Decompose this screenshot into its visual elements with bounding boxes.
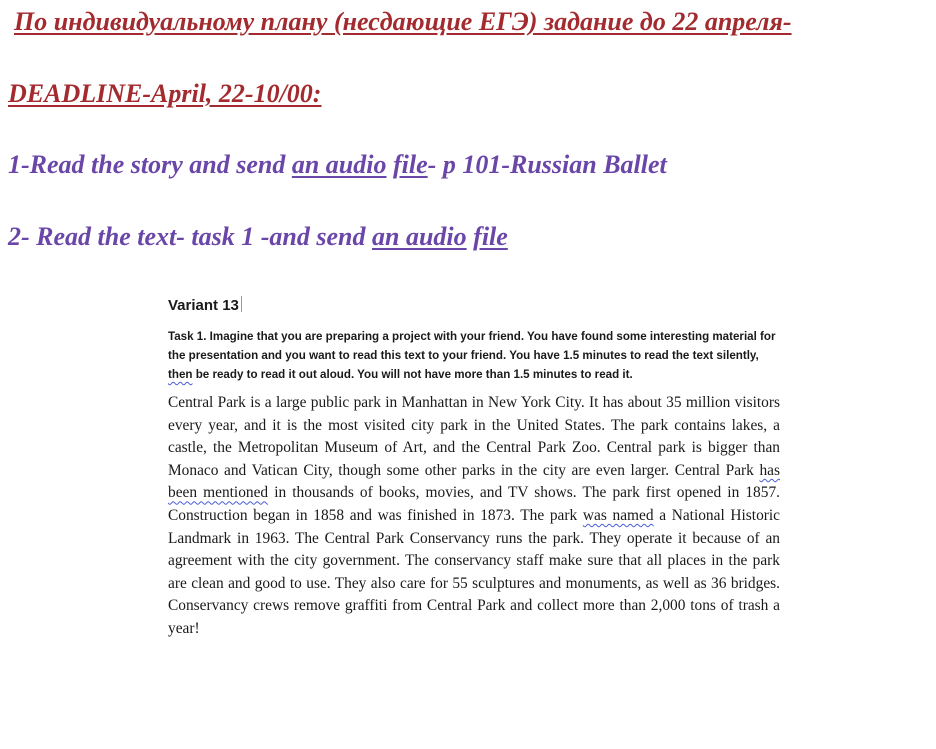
task-2-file-link[interactable]: file [473, 222, 508, 251]
reading-text-has-been-mentioned: has been mentioned [168, 461, 780, 502]
worksheet-title [168, 293, 780, 319]
header-line-task-1 [8, 149, 667, 181]
header-line-assignment: По индивидуальному плану (несдающие ЕГЭ) задание до 22 апреля- [14, 7, 792, 36]
task-instructions [168, 327, 780, 384]
task-2-text: 2- Read the text- task 1 -and send [8, 222, 372, 251]
task-text-then: then [168, 368, 193, 381]
task-text-1: Task 1. Imagine that you are preparing a project with your friend. You have found some interesting material for the presentation and you want to read this text to your friend. You have 1.5 minutes to read the text silently, [168, 330, 776, 362]
header-line-task-2 [8, 221, 508, 253]
task-1-suffix: - p 101-Russian Ballet [427, 150, 667, 179]
reading-text-1: Central Park is a large public park in Manhattan in New York City. It has about 35 million visitors every year, and it is the most visited city park in the United States. The park contains lakes, a castle, the Metropolitan Museum of Art, and the Central Park Zoo. Central park is bigger than Monaco and Vatican City, though some other parks in the city are even larger. Central Park [168, 394, 780, 479]
task-text-2: be ready to read it out aloud. You will not have more than 1.5 minutes to read it. [192, 368, 633, 381]
reading-text-3: a National Historic Landmark in 1963. The Central Park Conservancy runs the park. They operate it because of an agreement with the city government. The conservancy staff make sure that all places in the park are clean and good to use. They also care for 55 sculptures and monuments, as well as 36 bridges. Conservancy crews remove graffiti from Central Park and collect more than 2,000 tons of trash a year! [168, 506, 780, 637]
task-1-audio-link[interactable]: an audio [291, 150, 387, 179]
reading-text [168, 392, 780, 641]
text-cursor [241, 296, 242, 312]
worksheet-image [168, 293, 780, 641]
header-line-deadline: DEADLINE-April, 22-10/00: [8, 79, 322, 108]
task-1-file-link[interactable]: file [393, 150, 428, 179]
task-2-audio-link[interactable]: an audio [372, 222, 467, 251]
reading-text-2: in thousands of books, movies, and TV shows. The park first opened in 1857. Construction began in 1858 and was finished in 1873. The park [168, 484, 780, 524]
variant-label: Variant 13 [168, 297, 239, 314]
reading-text-was-named: was named [582, 506, 654, 524]
task-1-text: 1-Read the story and send [8, 150, 292, 179]
